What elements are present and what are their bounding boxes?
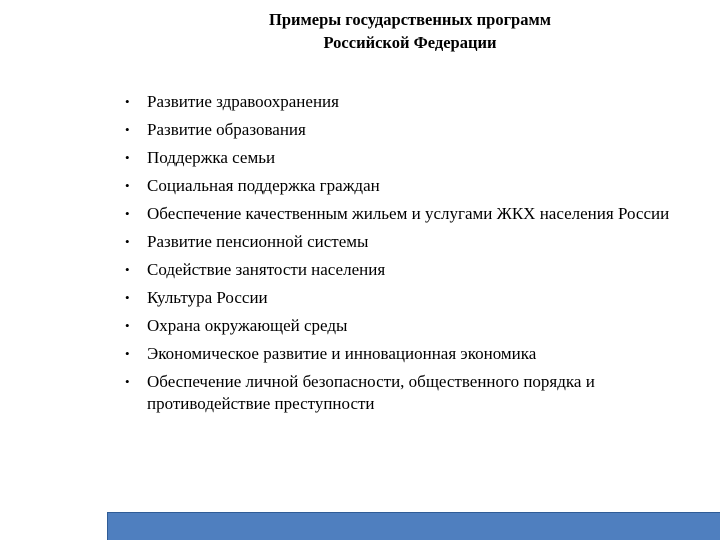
list-item-text: Экономическое развитие и инновационная экономика (147, 344, 537, 363)
list-item (125, 231, 685, 253)
list-item-text: Социальная поддержка граждан (147, 176, 380, 195)
bullet-icon: • (125, 262, 130, 277)
bullet-icon: • (125, 178, 130, 193)
bullet-icon: • (125, 122, 130, 137)
footer-bar (107, 512, 720, 540)
list-item (125, 203, 685, 225)
list-item (125, 259, 685, 281)
list-item-text: Развитие здравоохранения (147, 92, 339, 111)
bullet-icon: • (125, 234, 130, 249)
list-item (125, 371, 685, 415)
list-item-text: Культура России (147, 288, 268, 307)
bullet-icon: • (125, 290, 130, 305)
bullet-icon: • (125, 150, 130, 165)
list-item (125, 287, 685, 309)
list-item-text: Развитие образования (147, 120, 306, 139)
program-list (125, 91, 685, 421)
list-item (125, 343, 685, 365)
bullet-icon: • (125, 318, 130, 333)
slide-title (0, 8, 720, 54)
list-item-text: Обеспечение качественным жильем и услугами ЖКХ населения России (147, 204, 670, 223)
title-line-1: Примеры государственных программ (269, 10, 551, 29)
list-item-text: Поддержка семьи (147, 148, 276, 167)
list-item (125, 119, 685, 141)
list-item (125, 147, 685, 169)
list-item (125, 175, 685, 197)
list-item-text: Развитие пенсионной системы (147, 232, 369, 251)
list-item (125, 91, 685, 113)
bullet-icon: • (125, 346, 130, 361)
bullet-icon: • (125, 374, 130, 389)
list-item (125, 315, 685, 337)
title-line-2: Российской Федерации (323, 33, 497, 52)
list-item-text: Обеспечение личной безопасности, общественного порядка и противодействие преступности (147, 372, 595, 413)
list-item-text: Охрана окружающей среды (147, 316, 348, 335)
bullet-icon: • (125, 94, 130, 109)
list-item-text: Содействие занятости населения (147, 260, 386, 279)
bullet-icon: • (125, 206, 130, 221)
